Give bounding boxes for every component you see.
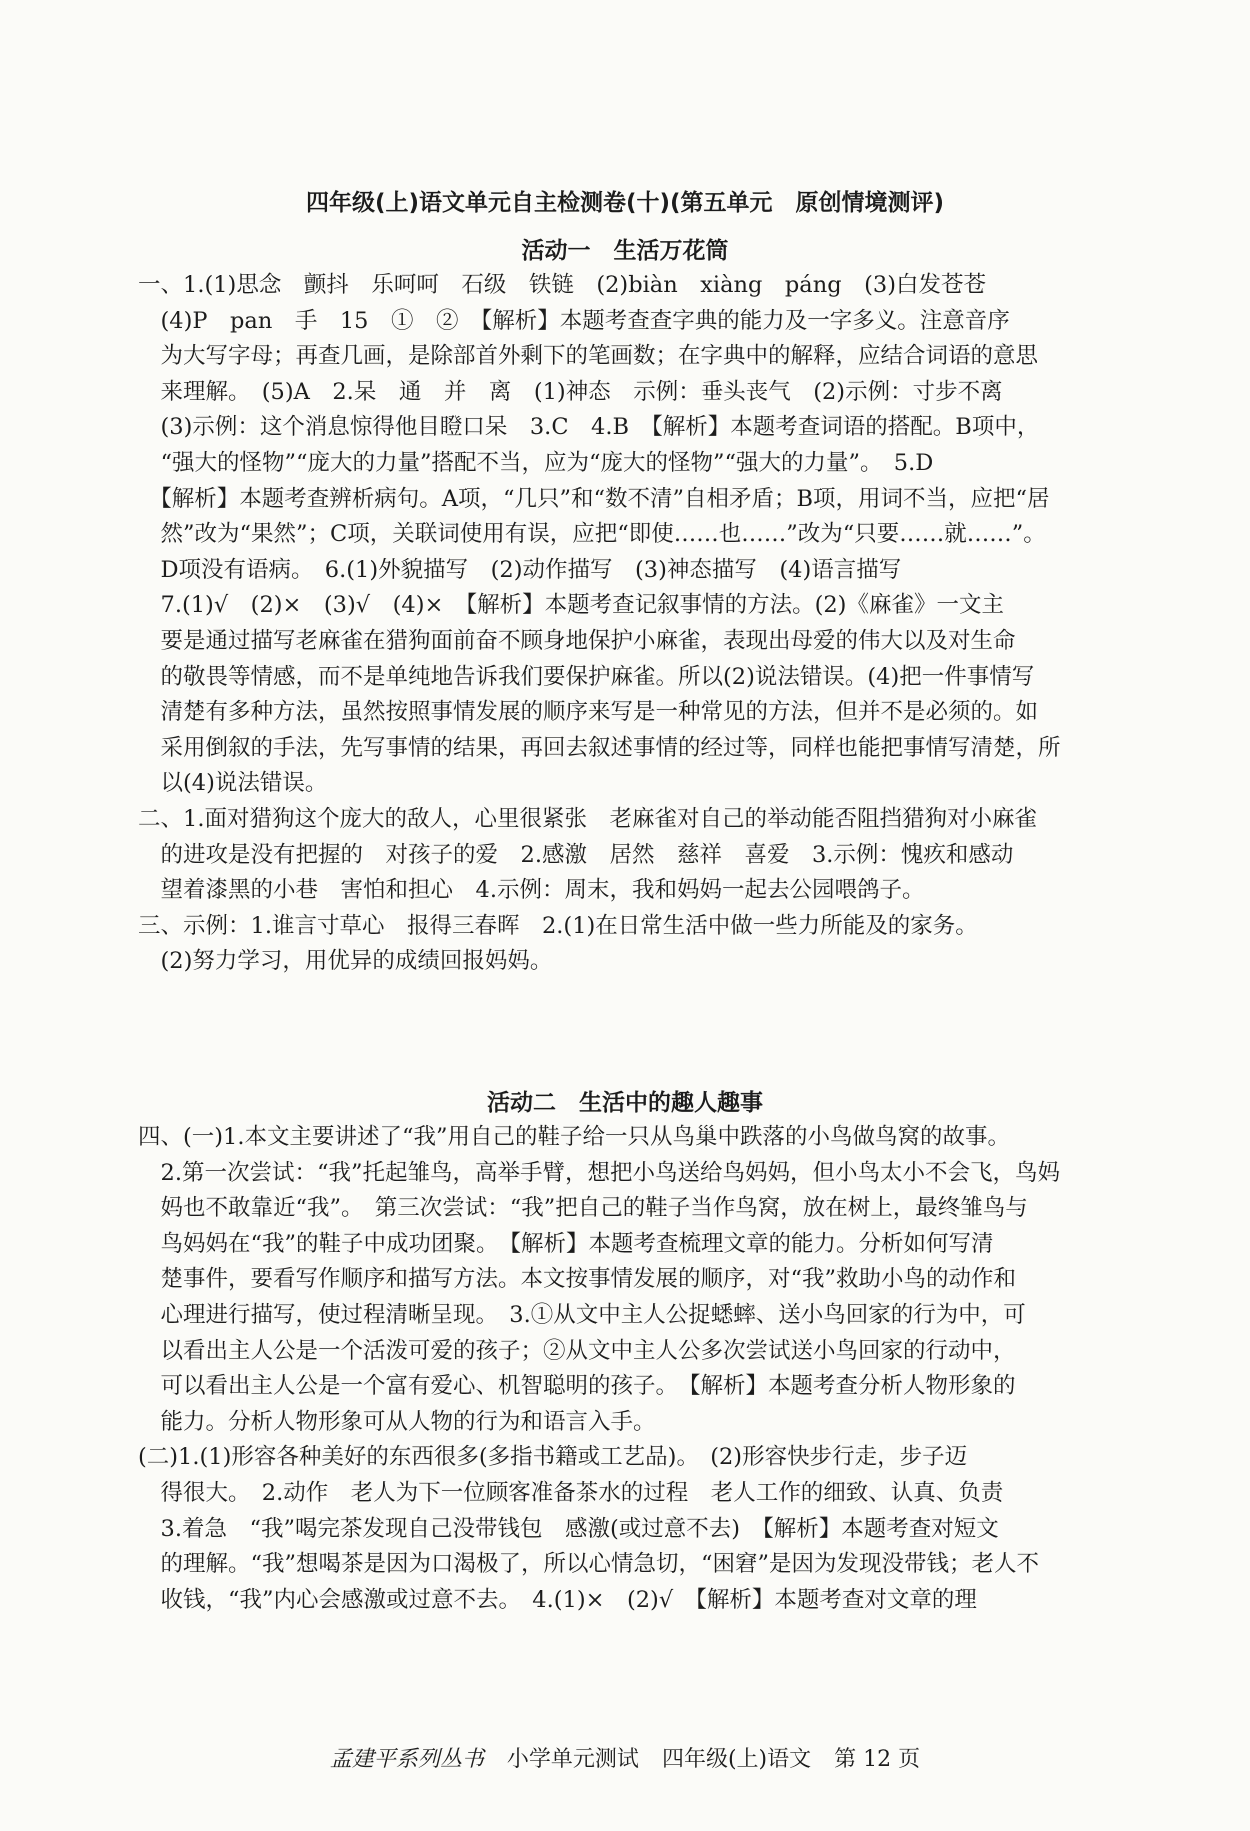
text-line: 得很大。 2.动作 老人为下一位顾客准备茶水的过程 老人工作的细致、认真、负责 [138, 1480, 1004, 1506]
text-line: D项没有语病。 6.(1)外貌描写 (2)动作描写 (3)神态描写 (4)语言描写 [138, 556, 902, 583]
text-line: 能力。分析人物形象可从人物的行为和语言入手。 [138, 1408, 656, 1435]
page-footer [0, 1742, 1250, 1773]
footer-book: 小学单元测试 [506, 1747, 639, 1772]
text-line: 【解析】本题考查辨析病句。A项，“几只”和“数不清”自相矛盾；B项，用词不当，应把“居 [138, 485, 1050, 512]
text-line: 2.第一次尝试：“我”托起雏鸟，高举手臂，想把小鸟送给鸟妈妈，但小鸟太小不会飞，鸟妈 [138, 1159, 1060, 1186]
text-line: 为大写字母；再查几画，是除部首外剩下的笔画数；在字典中的解释，应结合词语的意思 [138, 343, 1039, 370]
text-line: 采用倒叙的手法，先写事情的结果，再回去叙述事情的经过等，同样也能把事情写清楚，所 [138, 734, 1061, 761]
section-heading-activity-2: 活动二 生活中的趣人趣事 [487, 1090, 763, 1116]
text-line: 收钱，“我”内心会感激或过意不去。 4.(1)× (2)√ 【解析】本题考查对文章的理 [138, 1586, 977, 1613]
text-line: 鸟妈妈在“我”的鞋子中成功团聚。 【解析】本题考查梳理文章的能力。分析如何写清 [138, 1230, 994, 1257]
text-line: 的敬畏等情感，而不是单纯地告诉我们要保护麻雀。所以(2)说法错误。(4)把一件事情写 [138, 663, 1035, 690]
text-line: 可以看出主人公是一个富有爱心、机智聪明的孩子。 【解析】本题考查分析人物形象的 [138, 1373, 1016, 1400]
text-line: 妈也不敢靠近“我”。 第三次尝试：“我”把自己的鞋子当作鸟窝，放在树上，最终雏鸟与 [138, 1195, 1028, 1222]
footer-series: 孟建平系列丛书 [329, 1747, 484, 1772]
text-line: 以(4)说法错误。 [138, 770, 328, 797]
text-line: 楚事件，要看写作顺序和描写方法。本文按事情发展的顺序，对“我”救助小鸟的动作和 [138, 1266, 1017, 1293]
text-line: 的进攻是没有把握的 对孩子的爱 2.感激 居然 慈祥 喜爱 3.示例：愧疚和感动 [138, 841, 1014, 868]
page-title: 四年级(上)语文单元自主检测卷(十)(第五单元 原创情境测评) [305, 190, 945, 216]
text-line: 要是通过描写老麻雀在猎狗面前奋不顾身地保护小麻雀，表现出母爱的伟大以及对生命 [138, 628, 1016, 654]
text-line: 然”改为“果然”；C项，关联词使用有误，应把“即使……也……”改为“只要……就……”。 [138, 521, 1046, 548]
footer-grade: 四年级(上)语文 [661, 1747, 812, 1772]
text-line: 来理解。 (5)A 2.呆 通 并 离 (1)神态 示例：垂头丧气 (2)示例：寸步不离 [138, 378, 1003, 405]
section-heading-activity-1: 活动一 生活万花筒 [521, 238, 729, 264]
text-line: (4)P pan 手 15 ① ② 【解析】本题考查查字典的能力及一字多义。注意音序 [138, 307, 1010, 334]
text-line: 的理解。“我”想喝茶是因为口渴极了，所以心情急切，“困窘”是因为发现没带钱；老人不 [138, 1551, 1040, 1578]
text-line: 四、(一)1.本文主要讲述了“我”用自己的鞋子给一只从鸟巢中跌落的小鸟做鸟窝的故事。 [138, 1124, 1011, 1150]
text-line: 三、示例：1.谁言寸草心 报得三春晖 2.(1)在日常生活中做一些力所能及的家务。 [138, 912, 978, 939]
text-line: “强大的怪物”“庞大的力量”搭配不当，应为“庞大的怪物”“强大的力量”。 5.D [138, 450, 934, 476]
text-line: (3)示例：这个消息惊得他目瞪口呆 3.C 4.B 【解析】本题考查词语的搭配。B项中， [138, 414, 1040, 441]
text-line: 7.(1)√ (2)× (3)√ (4)× 【解析】本题考查记叙事情的方法。(2)《麻雀》一文主 [138, 592, 1004, 619]
text-line: 清楚有多种方法，虽然按照事情发展的顺序来写是一种常见的方法，但并不是必须的。如 [138, 699, 1039, 726]
text-line: 3.着急 “我”喝完茶发现自己没带钱包 感激(或过意不去) 【解析】本题考查对短文 [138, 1515, 999, 1542]
footer-page-number: 第 12 页 [834, 1747, 921, 1772]
text-line: (二)1.(1)形容各种美好的东西很多(多指书籍或工艺品)。 (2)形容快步行走，步子迈 [138, 1444, 968, 1471]
text-line: 以看出主人公是一个活泼可爱的孩子；②从文中主人公多次尝试送小鸟回家的行动中， [138, 1337, 1016, 1364]
text-line: (2)努力学习，用优异的成绩回报妈妈。 [138, 948, 553, 975]
text-line: 望着漆黑的小巷 害怕和担心 4.示例：周末，我和妈妈一起去公园喂鸽子。 [138, 877, 925, 904]
text-line: 二、1.面对猎狗这个庞大的敌人，心里很紧张 老麻雀对自己的举动能否阻挡猎狗对小麻雀 [138, 806, 1037, 832]
text-line: 一、1.(1)思念 颤抖 乐呵呵 石级 铁链 (2)biàn xiàng páng (3)白发苍苍 [138, 272, 986, 298]
text-line: 心理进行描写，使过程清晰呈现。 3.①从文中主人公捉蟋蟀、送小鸟回家的行为中，可 [138, 1302, 1026, 1328]
